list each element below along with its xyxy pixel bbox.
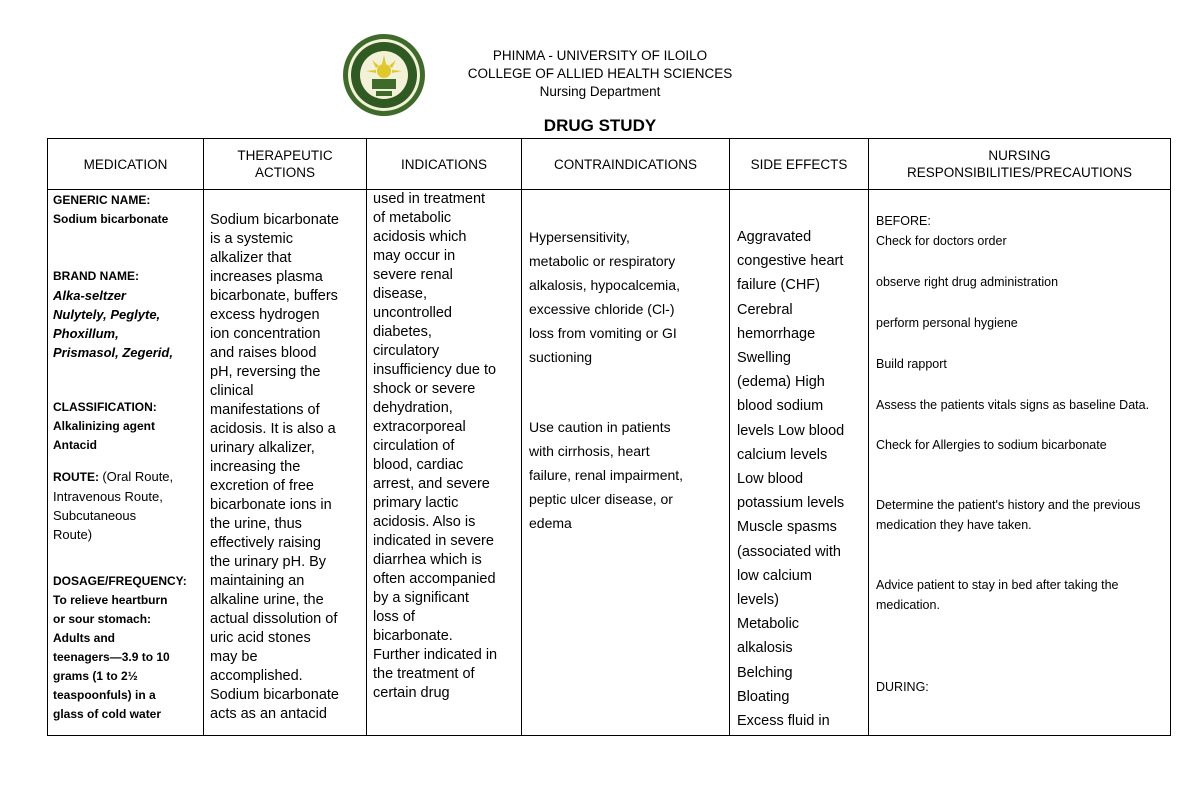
indication-line: certain drug bbox=[373, 685, 450, 701]
therapeutic-line: ion concentration bbox=[210, 326, 321, 342]
therapeutic-line: bicarbonate, buffers bbox=[210, 288, 338, 304]
contraindications-text bbox=[529, 225, 729, 369]
indication-line: diarrhea which is bbox=[373, 552, 482, 568]
nursing-item: perform personal hygiene bbox=[876, 316, 1018, 330]
indication-line: uncontrolled bbox=[373, 305, 452, 321]
nursing-item: Determine the patient's history and the previous medication they have taken. bbox=[876, 498, 1141, 532]
indication-line: used in treatment bbox=[373, 191, 486, 207]
side-effect-line: calcium levels bbox=[737, 446, 828, 463]
contraindication-line: loss from vomiting or GI bbox=[529, 325, 677, 341]
side-effect-line: Swelling bbox=[737, 350, 791, 367]
side-effect-line: alkalosis bbox=[737, 640, 793, 657]
therapeutic-line: pH, reversing the bbox=[210, 364, 321, 380]
contraindications-cell bbox=[529, 225, 729, 733]
therapeutic-line: manifestations of bbox=[210, 402, 320, 418]
nursing-item: Build rapport bbox=[876, 357, 947, 371]
side-effect-line: Muscle spasms bbox=[737, 519, 837, 536]
therapeutic-line: acidosis. It is also a bbox=[210, 421, 336, 437]
university-name: PHINMA - UNIVERSITY OF ILOILO bbox=[492, 48, 708, 63]
therapeutic-line: maintaining an bbox=[210, 573, 305, 589]
therapeutic-line: increases plasma bbox=[210, 269, 323, 285]
indication-line: dehydration, bbox=[373, 400, 453, 416]
indication-line: extracorporeal bbox=[373, 419, 466, 435]
indications-cell bbox=[373, 190, 523, 733]
therapeutic-line: accomplished. bbox=[210, 668, 303, 684]
nursing-item: observe right drug administration bbox=[876, 275, 1059, 289]
side-effect-line: low calcium bbox=[737, 567, 812, 584]
side-effect-line: blood sodium bbox=[737, 398, 824, 415]
therapeutic-line: the urine, thus bbox=[210, 516, 302, 532]
indication-line: may occur in bbox=[373, 248, 456, 264]
contraindication-line: excessive chloride (Cl-) bbox=[529, 301, 675, 317]
therapeutic-line: alkalizer that bbox=[210, 250, 292, 266]
contraindication-line: Hypersensitivity, bbox=[529, 229, 630, 245]
indication-line: bicarbonate. bbox=[373, 628, 453, 644]
header-therapeutic-actions: THERAPEUTIC ACTIONS bbox=[237, 148, 333, 180]
indication-line: blood, cardiac bbox=[373, 457, 464, 473]
indication-line: by a significant bbox=[373, 590, 469, 606]
contraindication-line: suctioning bbox=[529, 349, 593, 365]
header-indications: INDICATIONS bbox=[400, 156, 487, 172]
side-effect-line: Aggravated bbox=[737, 229, 812, 245]
indication-line: acidosis which bbox=[373, 229, 467, 245]
header-contraindications: CONTRAINDICATIONS bbox=[553, 156, 697, 172]
indication-line: insufficiency due to bbox=[373, 362, 497, 378]
nursing-cell bbox=[876, 211, 1166, 733]
indication-line: acidosis. Also is bbox=[373, 514, 476, 530]
therapeutic-line: bicarbonate ions in bbox=[210, 497, 332, 513]
medication-cell: GENERIC NAME: Sodium bicarbonate BRAND NAME: Alka-seltzer Nulytely, Peglyte, Phoxillum, Prismasol, Zegerid, CLASSIFICATION: Alkalinizing agent Antacid ROUTE: (Oral Route, Intravenous Route, Subcutaneous Route) DOSAGE/FREQUENCY: To relieve heartburn or sour stomach: Adults and teenagers—3.9 to 10 grams (1 to 2½ teaspoonfuls) in a glass of cold water bbox=[53, 193, 187, 721]
header-medication: MEDICATION bbox=[83, 156, 168, 172]
indication-line: circulatory bbox=[373, 343, 440, 359]
side-effect-line: Metabolic bbox=[737, 616, 800, 633]
side-effect-line: Belching bbox=[737, 664, 793, 681]
precaution-line: with cirrhosis, heart bbox=[529, 443, 650, 459]
therapeutic-line: may be bbox=[210, 649, 258, 665]
header-side-effects: SIDE EFFECTS bbox=[750, 156, 848, 172]
indication-line: diabetes, bbox=[373, 324, 432, 340]
indication-line: of metabolic bbox=[373, 210, 452, 226]
during-label: DURING: bbox=[876, 680, 929, 694]
precaution-line: failure, renal impairment, bbox=[529, 467, 684, 483]
therapeutic-line: is a systemic bbox=[210, 231, 293, 247]
indication-line: arrest, and severe bbox=[373, 476, 490, 492]
therapeutic-line: and raises blood bbox=[210, 345, 317, 361]
side-effect-line: levels) bbox=[737, 592, 779, 609]
precautions-text bbox=[529, 415, 729, 535]
therapeutic-line: Sodium bicarbonate bbox=[210, 687, 339, 703]
therapeutic-line: Sodium bicarbonate bbox=[210, 212, 339, 228]
side-effect-line: levels Low blood bbox=[737, 422, 845, 439]
college-name: COLLEGE OF ALLIED HEALTH SCIENCES bbox=[467, 66, 733, 81]
therapeutic-line: increasing the bbox=[210, 459, 301, 475]
drug-study-table bbox=[47, 138, 1171, 736]
indication-line: often accompanied bbox=[373, 571, 496, 587]
side-effect-line: Cerebral bbox=[737, 301, 793, 318]
side-effect-line: (edema) High bbox=[737, 374, 825, 391]
precaution-line: edema bbox=[529, 515, 572, 531]
indication-line: Further indicated in bbox=[373, 647, 498, 663]
therapeutic-line: excretion of free bbox=[210, 478, 314, 494]
therapeutic-line: urinary alkalizer, bbox=[210, 440, 315, 456]
indication-line: primary lactic bbox=[373, 495, 459, 511]
indication-line: circulation of bbox=[373, 438, 455, 454]
therapeutic-line: acts as an antacid bbox=[210, 706, 327, 722]
page-title: DRUG STUDY bbox=[543, 116, 657, 135]
indication-line: disease, bbox=[373, 286, 428, 302]
indication-line: severe renal bbox=[373, 267, 453, 283]
contraindication-line: alkalosis, hypocalcemia, bbox=[529, 277, 680, 293]
indication-line: the treatment of bbox=[373, 666, 475, 682]
therapeutic-line: clinical bbox=[210, 383, 254, 399]
side-effects-cell bbox=[737, 225, 867, 733]
contraindication-line: metabolic or respiratory bbox=[529, 253, 676, 269]
precaution-line: peptic ulcer disease, or bbox=[529, 491, 673, 507]
header-nursing: NURSING RESPONSIBILITIES/PRECAUTIONS bbox=[906, 148, 1133, 180]
therapeutic-line: uric acid stones bbox=[210, 630, 311, 646]
side-effect-line: potassium levels bbox=[737, 495, 845, 512]
nursing-item: Check for Allergies to sodium bicarbonate bbox=[876, 438, 1107, 452]
side-effect-line: congestive heart bbox=[737, 253, 844, 270]
therapeutic-line: actual dissolution of bbox=[210, 611, 338, 627]
department-name: Nursing Department bbox=[539, 84, 661, 99]
side-effect-line: Low blood bbox=[737, 471, 804, 488]
indication-line: loss of bbox=[373, 609, 415, 625]
before-label: BEFORE: bbox=[876, 214, 931, 228]
nursing-item: Check for doctors order bbox=[876, 234, 1007, 248]
side-effect-line: Bloating bbox=[737, 688, 790, 705]
indication-line: indicated in severe bbox=[373, 533, 494, 549]
therapeutic-actions-cell bbox=[210, 211, 365, 733]
therapeutic-line: the urinary pH. By bbox=[210, 554, 327, 570]
precaution-line: Use caution in patients bbox=[529, 419, 671, 435]
side-effect-line: failure (CHF) bbox=[737, 277, 820, 294]
therapeutic-line: alkaline urine, the bbox=[210, 592, 324, 608]
nursing-item: Advice patient to stay in bed after taking the medication. bbox=[876, 578, 1119, 612]
indication-line: shock or severe bbox=[373, 381, 476, 397]
therapeutic-line: effectively raising bbox=[210, 535, 321, 551]
side-effect-line: hemorrhage bbox=[737, 325, 816, 342]
therapeutic-line: excess hydrogen bbox=[210, 307, 320, 323]
side-effect-line: (associated with bbox=[737, 543, 841, 560]
nursing-item: Assess the patients vitals signs as baseline Data. bbox=[876, 398, 1150, 412]
side-effect-line: Excess fluid in bbox=[737, 713, 830, 730]
